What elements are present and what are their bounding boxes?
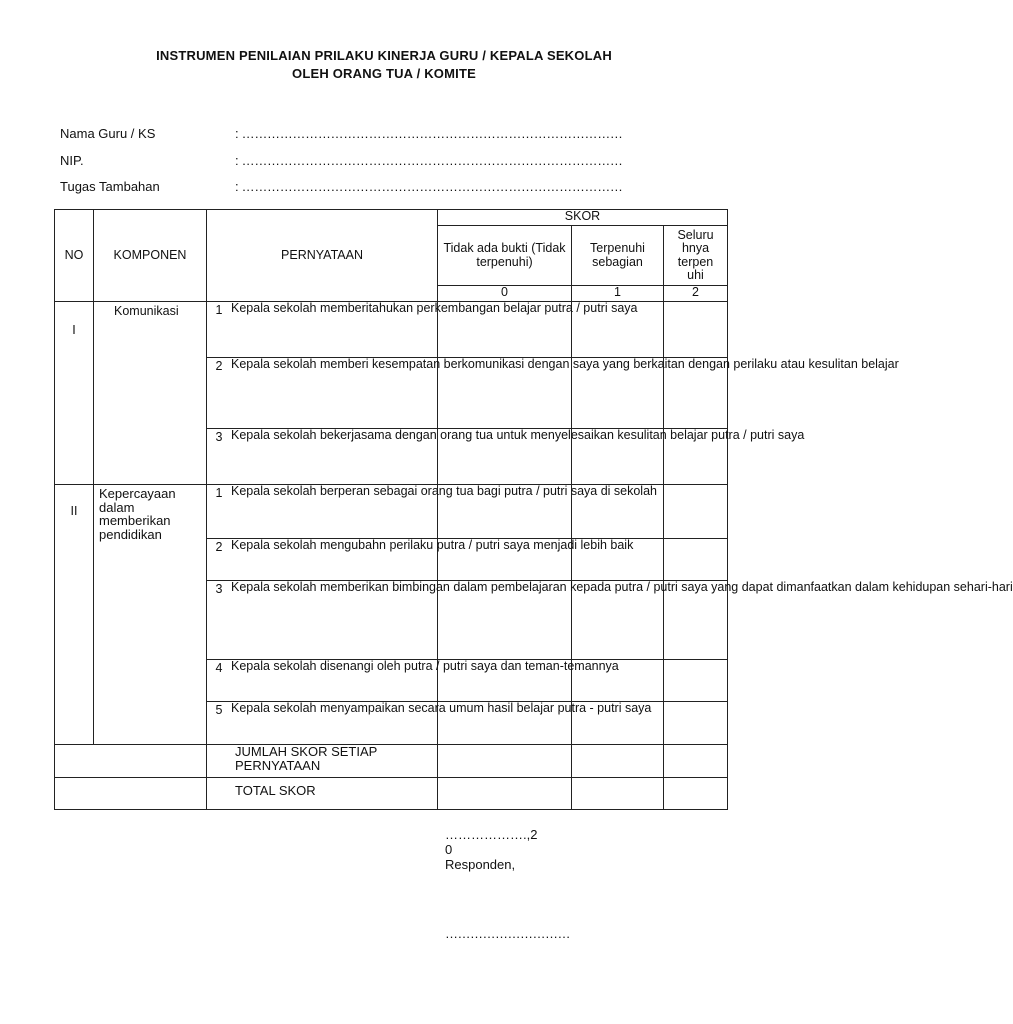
header-seluruhnya-terpenuhi: Seluru hnya terpen uhi (664, 226, 728, 286)
header-skor: SKOR (438, 210, 728, 226)
header-komponen: KOMPONEN (94, 210, 207, 302)
statement-number: 5 (215, 703, 223, 717)
empty-cell (55, 778, 207, 810)
total-cell-0[interactable] (438, 778, 572, 810)
total-cell-2[interactable] (664, 778, 728, 810)
statement-text: Kepala sekolah memberikan bimbingan dalam pembelajaran kepada putra / putri saya yang dapat dimanfaatkan dalam kehidupan sehari-hari (231, 580, 1013, 594)
statement-text: Kepala sekolah disenangi oleh putra / putri saya dan teman-temannya (231, 659, 619, 673)
score-cell-2[interactable] (664, 302, 728, 358)
signature-responden: Responden, (445, 857, 516, 872)
statement-text: Kepala sekolah memberitahukan perkembangan belajar putra / putri saya (231, 301, 638, 315)
header-pernyataan: PERNYATAAN (207, 210, 438, 302)
statement-text: Kepala sekolah bekerjasama dengan orang tua untuk menyelesaikan kesulitan belajar putra / putri saya (231, 428, 805, 442)
empty-cell (55, 745, 207, 778)
jumlah-cell-0[interactable] (438, 745, 572, 778)
jumlah-label: JUMLAH SKOR SETIAP PERNYATAAN (207, 745, 438, 778)
statement-text: Kepala sekolah menyampaikan secara umum hasil belajar putra - putri saya (231, 701, 652, 715)
table-row (55, 485, 728, 539)
assessment-table (54, 209, 1013, 810)
jumlah-row (55, 745, 728, 778)
score-cell-2[interactable] (664, 702, 728, 745)
field-value: : ……………………………………………………………………………… (235, 126, 623, 141)
score-cell-2[interactable] (664, 539, 728, 581)
statement-cell (207, 428, 805, 485)
score-value-1: 1 (572, 286, 664, 302)
statement-number: 4 (215, 661, 223, 675)
signature-date-continued: 0 (445, 842, 453, 857)
header-tidak-ada-bukti: Tidak ada bukti (Tidak terpenuhi) (438, 226, 572, 286)
statement-cell (207, 659, 619, 702)
statement-number: 1 (215, 486, 223, 500)
field-value: : ……………………………………………………………………………… (235, 179, 623, 194)
jumlah-cell-2[interactable] (664, 745, 728, 778)
statement-cell (207, 580, 1013, 660)
total-row (55, 778, 728, 810)
statement-number: 3 (215, 430, 223, 444)
group-number: I (55, 302, 94, 485)
score-value-2: 2 (664, 286, 728, 302)
group-komponen: Kepercayaan dalam memberikan pendidikan (94, 485, 207, 745)
signature-line: ………………………… (445, 926, 570, 941)
document-title-line1: INSTRUMEN PENILAIAN PRILAKU KINERJA GURU / KEPALA SEKOLAH (156, 48, 612, 63)
statement-number: 1 (215, 303, 223, 317)
statement-text: Kepala sekolah berperan sebagai orang tua bagi putra / putri saya di sekolah (231, 484, 657, 498)
header-terpenuhi-sebagian: Terpenuhi sebagian (572, 226, 664, 286)
statement-cell (207, 357, 899, 429)
group-number: II (55, 485, 94, 745)
field-label: Tugas Tambahan (60, 179, 160, 194)
statement-number: 3 (215, 582, 223, 596)
document-title-line2: OLEH ORANG TUA / KOMITE (292, 66, 476, 81)
statement-cell (207, 301, 638, 358)
total-label: TOTAL SKOR (207, 778, 438, 810)
field-label: NIP. (60, 153, 84, 168)
statement-cell (207, 701, 652, 745)
signature-date: ……………….,2 (445, 827, 538, 842)
statement-number: 2 (215, 359, 223, 373)
statement-cell (207, 538, 634, 581)
statement-cell (207, 484, 657, 539)
total-cell-1[interactable] (572, 778, 664, 810)
score-value-0: 0 (438, 286, 572, 302)
statement-number: 2 (215, 540, 223, 554)
statement-text: Kepala sekolah mengubahn perilaku putra / putri saya menjadi lebih baik (231, 538, 634, 552)
statement-text: Kepala sekolah memberi kesempatan berkomunikasi dengan saya yang berkaitan dengan perilaku atau kesulitan belajar (231, 357, 899, 371)
header-no: NO (55, 210, 94, 302)
field-label: Nama Guru / KS (60, 126, 156, 141)
field-value: : ……………………………………………………………………………… (235, 153, 623, 168)
jumlah-cell-1[interactable] (572, 745, 664, 778)
score-cell-2[interactable] (664, 485, 728, 539)
score-cell-2[interactable] (664, 660, 728, 702)
table-row (55, 302, 728, 358)
group-komponen: Komunikasi (94, 302, 207, 485)
